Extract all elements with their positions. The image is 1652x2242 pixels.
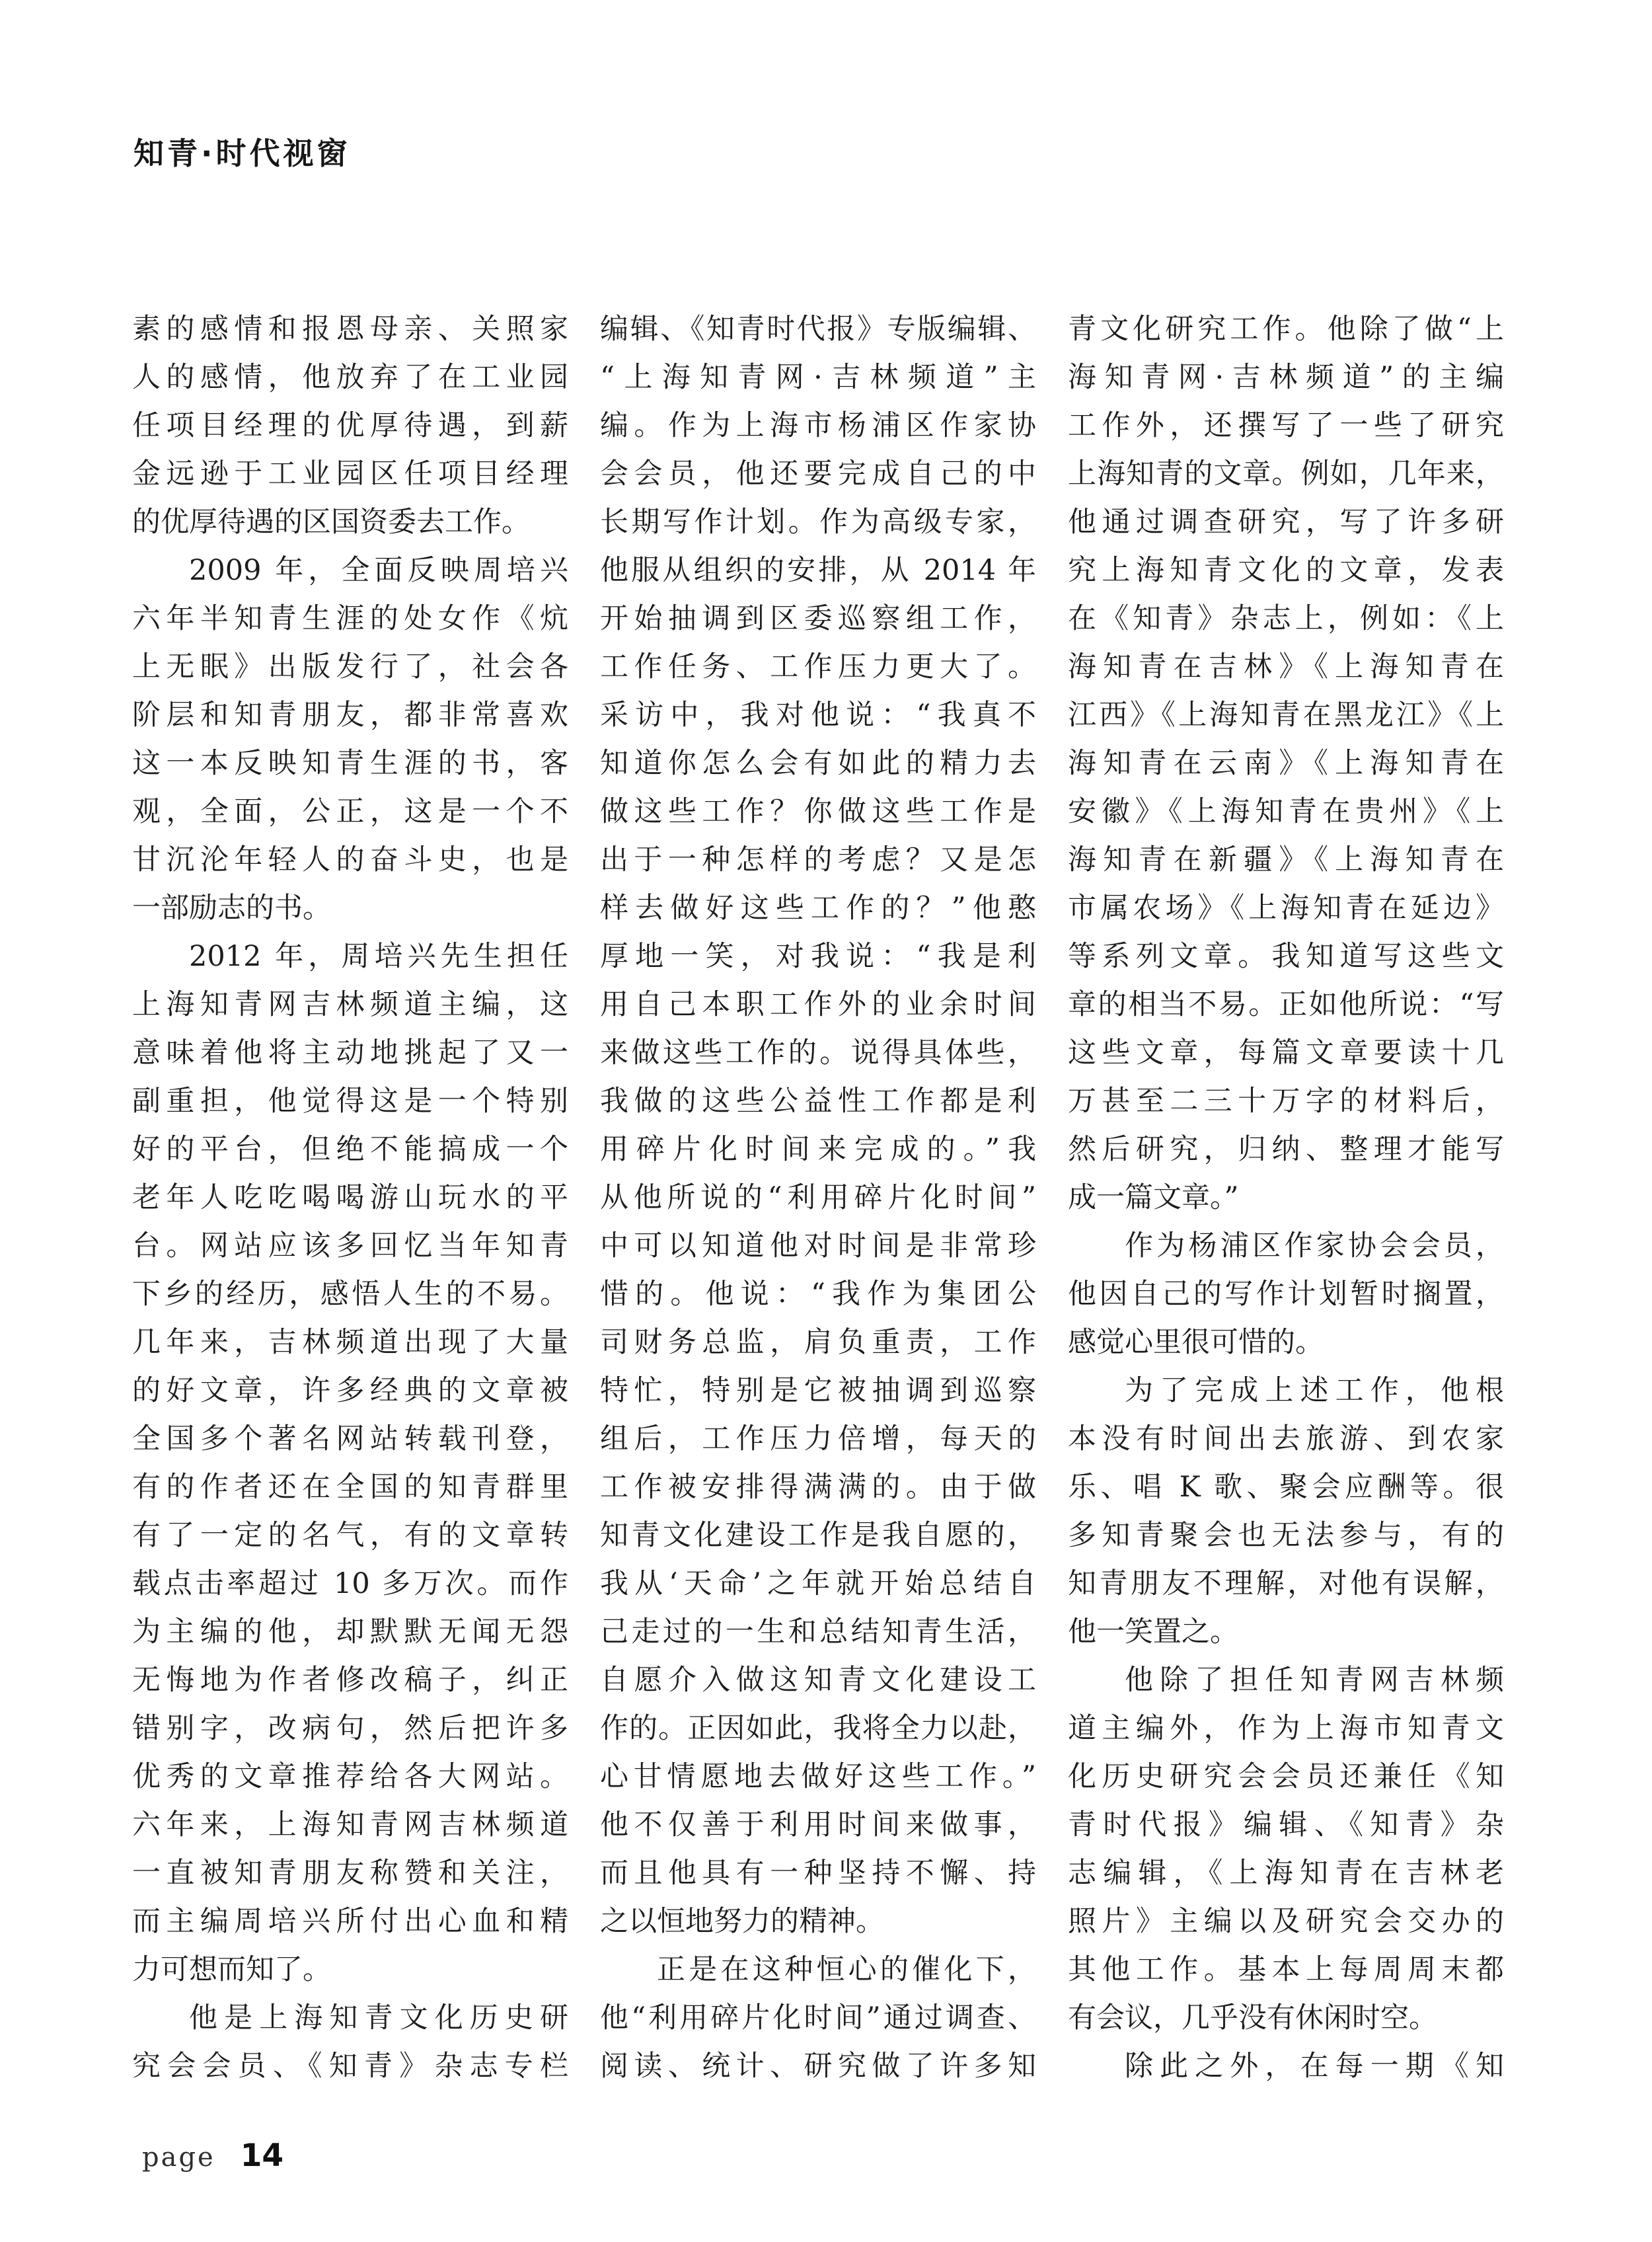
text-column-1 [132, 305, 568, 2091]
text-line: 优秀的文章推荐给各大网站。 [132, 1760, 568, 1793]
text-line: 意味着他将主动地挑起了又一 [132, 1036, 568, 1069]
page-label: page [142, 2142, 215, 2173]
text-line: 感觉心里很可惜的。 [1068, 1326, 1324, 1359]
text-line: 其他工作。基本上每周周末都 [1068, 1953, 1504, 1986]
text-line: 厚地一笑，对我说：“我是利 [600, 940, 1036, 973]
text-line: 为主编的他，却默默无闻无怨 [132, 1615, 568, 1648]
text-line: 全国多个著名网站转载刊登， [132, 1422, 568, 1455]
text-line: 我做的这些公益性工作都是利 [600, 1085, 1036, 1118]
text-line: 任项目经理的优厚待遇，到薪 [132, 409, 568, 442]
text-line: 错别字，改病句，然后把许多 [132, 1712, 568, 1745]
text-line: 正是在这种恒心的催化下， [657, 1953, 1036, 1986]
text-line: 照片》主编以及研究会交办的 [1068, 1905, 1504, 1938]
text-line: 好的平台，但绝不能搞成一个 [132, 1133, 568, 1166]
text-line: 从他所说的“利用碎片化时间” [600, 1181, 1036, 1214]
text-line: 自愿介入做这知青文化建设工 [600, 1664, 1036, 1697]
text-line: 上海知青的文章。例如，几年来， [1068, 457, 1504, 490]
text-line: 道主编外，作为上海市知青文 [1068, 1712, 1504, 1745]
text-line: 采访中，我对他说：“我真不 [600, 699, 1036, 732]
text-line: 究会会员、《知青》杂志专栏 [132, 2050, 568, 2083]
text-line: 等系列文章。我知道写这些文 [1068, 940, 1504, 973]
text-line: 司财务总监，肩负重责，工作 [600, 1326, 1036, 1359]
text-line: 上无眠》出版发行了，社会各 [132, 650, 568, 683]
text-line: 人的感情，他放弃了在工业园 [132, 361, 568, 394]
text-line: 来做这些工作的。说得具体些， [600, 1036, 1036, 1069]
text-line: 他不仅善于利用时间来做事， [600, 1808, 1036, 1841]
text-line: 工作外，还撰写了一些了研究 [1068, 409, 1504, 442]
page-number: 14 [240, 2138, 284, 2174]
text-line: 作的。正因如此，我将全力以赴， [600, 1712, 1036, 1745]
text-line: 台。网站应该多回忆当年知青 [132, 1229, 568, 1262]
text-line: 而且他具有一种坚持不懈、持 [600, 1857, 1036, 1890]
text-line: 中可以知道他对时间是非常珍 [600, 1229, 1036, 1262]
text-line: 的好文章，许多经典的文章被 [132, 1374, 568, 1407]
text-line: 他一笑置之。 [1068, 1615, 1238, 1648]
text-column-3 [1068, 305, 1504, 2091]
text-line: 这些文章，每篇文章要读十几 [1068, 1036, 1504, 1069]
text-line: 知青文化建设工作是我自愿的， [600, 1519, 1036, 1552]
text-line: 的优厚待遇的区国资委去工作。 [132, 506, 530, 539]
text-line: 样去做好这些工作的？”他憨 [600, 892, 1036, 925]
text-line: 力可想而知了。 [132, 1953, 331, 1986]
text-line: 安徽》《上海知青在贵州》《上 [1068, 795, 1504, 828]
text-line: 作为杨浦区作家协会会员， [1125, 1229, 1504, 1262]
text-line: 甘沉沦年轻人的奋斗史，也是 [132, 843, 568, 876]
text-line: 多知青聚会也无法参与，有的 [1068, 1519, 1504, 1552]
text-line: 万甚至二三十万字的材料后， [1068, 1085, 1504, 1118]
text-line: 本没有时间出去旅游、到农家 [1068, 1422, 1504, 1455]
text-line: 惜的。他说：“我作为集团公 [600, 1278, 1036, 1311]
text-line: 编辑、《知青时代报》专版编辑、 [600, 313, 1036, 346]
text-line: 工作任务、工作压力更大了。 [600, 650, 1036, 683]
text-line: 组后，工作压力倍增，每天的 [600, 1422, 1036, 1455]
text-line: 会会员，他还要完成自己的中 [600, 457, 1036, 490]
text-line: 他因自己的写作计划暂时搁置， [1068, 1278, 1504, 1311]
text-line: 2009 年，全面反映周培兴 [189, 554, 568, 587]
text-line: 有了一定的名气，有的文章转 [132, 1519, 568, 1552]
text-line: 阶层和知青朋友，都非常喜欢 [132, 699, 568, 732]
text-line: 他“利用碎片化时间”通过调查、 [600, 2001, 1036, 2034]
text-line: 一部励志的书。 [132, 892, 331, 925]
text-line: 他通过调查研究，写了许多研 [1068, 506, 1504, 539]
text-line: 在《知青》杂志上，例如：《上 [1068, 602, 1504, 635]
text-line: 之以恒地努力的精神。 [600, 1905, 884, 1938]
text-line: 青文化研究工作。他除了做“上 [1068, 313, 1504, 346]
text-line: 上海知青网吉林频道主编，这 [132, 988, 568, 1021]
text-line: 下乡的经历，感悟人生的不易。 [132, 1278, 568, 1311]
text-line: 六年来，上海知青网吉林频道 [132, 1808, 568, 1841]
text-column-2 [600, 305, 1036, 2091]
text-line: 青时代报》编辑、《知青》杂 [1068, 1808, 1504, 1841]
text-line: 用自己本职工作外的业余时间 [600, 988, 1036, 1021]
page-footer [142, 2138, 283, 2174]
text-line: 化历史研究会会员还兼任《知 [1068, 1760, 1504, 1793]
text-line: 江西》《上海知青在黑龙江》《上 [1068, 699, 1504, 732]
text-line: 副重担，他觉得这是一个特别 [132, 1085, 568, 1118]
section-masthead: 知青·时代视窗 [133, 135, 351, 171]
text-line: 乐、唱 K 歌、聚会应酬等。很 [1068, 1471, 1504, 1504]
text-line: 观，全面，公正，这是一个不 [132, 795, 568, 828]
text-line: 海知青在吉林》《上海知青在 [1068, 650, 1504, 683]
text-line: 特忙，特别是它被抽调到巡察 [600, 1374, 1036, 1407]
text-line: 长期写作计划。作为高级专家， [600, 506, 1036, 539]
text-line: 六年半知青生涯的处女作《炕 [132, 602, 568, 635]
text-line: 载点击率超过 10 多万次。而作 [132, 1567, 568, 1600]
text-line: 几年来，吉林频道出现了大量 [132, 1326, 568, 1359]
text-line: 我从‘天命’之年就开始总结自 [600, 1567, 1036, 1600]
text-line: 知道你怎么会有如此的精力去 [600, 747, 1036, 780]
text-line: 己走过的一生和总结知青生活， [600, 1615, 1036, 1648]
text-line: 志编辑，《上海知青在吉林老 [1068, 1857, 1504, 1890]
text-line: “上海知青网·吉林频道”主 [600, 361, 1036, 394]
text-line: 海知青在新疆》《上海知青在 [1068, 843, 1504, 876]
text-line: 用碎片化时间来完成的。”我 [600, 1133, 1036, 1166]
text-line: 成一篇文章。” [1068, 1181, 1239, 1214]
text-line: 有的作者还在全国的知青群里 [132, 1471, 568, 1504]
text-line: 有会议，几乎没有休闲时空。 [1068, 2001, 1437, 2034]
text-line: 无悔地为作者修改稿子，纠正 [132, 1664, 568, 1697]
text-line: 海知青在云南》《上海知青在 [1068, 747, 1504, 780]
text-line: 他除了担任知青网吉林频 [1125, 1664, 1504, 1697]
text-line: 究上海知青文化的文章，发表 [1068, 554, 1504, 587]
text-line: 开始抽调到区委巡察组工作， [600, 602, 1036, 635]
text-line: 一直被知青朋友称赞和关注， [132, 1857, 568, 1890]
text-line: 老年人吃吃喝喝游山玩水的平 [132, 1181, 568, 1214]
text-line: 他是上海知青文化历史研 [189, 2001, 568, 2034]
text-line: 出于一种怎样的考虑？又是怎 [600, 843, 1036, 876]
text-line: 素的感情和报恩母亲、关照家 [132, 313, 568, 346]
text-line: 做这些工作？你做这些工作是 [600, 795, 1036, 828]
text-line: 为了完成上述工作，他根 [1125, 1374, 1504, 1407]
text-line: 阅读、统计、研究做了许多知 [600, 2050, 1036, 2083]
text-line: 心甘情愿地去做好这些工作。” [600, 1760, 1036, 1793]
text-line: 海知青网·吉林频道”的主编 [1068, 361, 1504, 394]
text-line: 编。作为上海市杨浦区作家协 [600, 409, 1036, 442]
text-line: 2012 年，周培兴先生担任 [189, 940, 568, 973]
text-line: 而主编周培兴所付出心血和精 [132, 1905, 568, 1938]
text-line: 金远逊于工业园区任项目经理 [132, 457, 568, 490]
text-line: 章的相当不易。正如他所说：“写 [1068, 988, 1504, 1021]
text-line: 然后研究，归纳、整理才能写 [1068, 1133, 1504, 1166]
text-line: 工作被安排得满满的。由于做 [600, 1471, 1036, 1504]
text-line: 市属农场》《上海知青在延边》 [1068, 892, 1504, 925]
text-line: 除此之外，在每一期《知 [1125, 2050, 1504, 2083]
article-body [132, 305, 1504, 2091]
text-line: 他服从组织的安排，从 2014 年 [600, 554, 1036, 587]
text-line: 知青朋友不理解，对他有误解， [1068, 1567, 1504, 1600]
text-line: 这一本反映知青生涯的书，客 [132, 747, 568, 780]
